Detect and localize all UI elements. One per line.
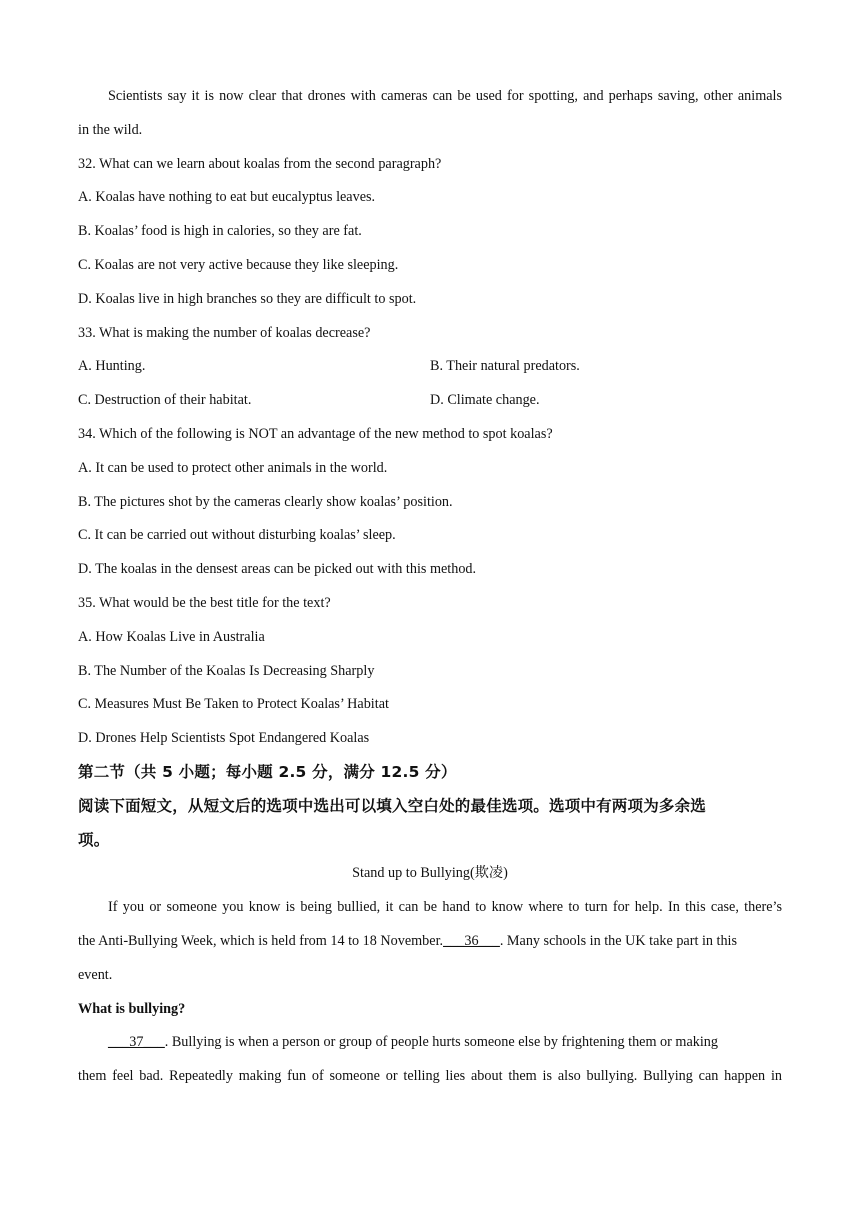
article-paragraph: them feel bad. Repeatedly making fun of someone or telling lies about them is also bullying. Bullying can happen in [78,1068,782,1085]
question-33-options-row [78,354,782,388]
question-33-option-b: B. Their natural predators. [430,358,580,375]
question-35-option-d: D. Drones Help Scientists Spot Endangered Koalas [78,730,370,747]
question-32-option-b: B. Koalas’ food is high in calories, so they are fat. [78,223,362,240]
question-35-option-b: B. The Number of the Koalas Is Decreasing Sharply [78,662,375,679]
article-paragraph-line [78,1030,782,1064]
section-instruction: 阅读下面短文，从短文后的选项中选出可以填入空白处的最佳选项。选项中有两项为多余选 [78,796,707,815]
article-subheading: What is bullying? [78,1000,186,1017]
question-32-option-a: A. Koalas have nothing to eat but eucalyptus leaves. [78,189,376,206]
passage-text: in the wild. [78,121,143,138]
question-33-options-row [78,388,782,422]
article-text: . Bullying is when a person or group of people hurts someone else by frightening them or making [164,1034,718,1051]
article-text: the Anti-Bullying Week, which is held from 14 to 18 November. [78,932,444,949]
question-33-option-a: A. Hunting. [78,358,146,375]
question-34-option-a: A. It can be used to protect other animals in the world. [78,459,388,476]
question-34-option-d: D. The koalas in the densest areas can be picked out with this method. [78,561,477,578]
question-33-stem: 33. What is making the number of koalas decrease? [78,324,371,341]
article-title: Stand up to Bullying(欺凌) [352,865,508,882]
question-32-option-d: D. Koalas live in high branches so they are difficult to spot. [78,290,417,307]
question-33-option-d: D. Climate change. [430,392,540,409]
question-34-option-b: B. The pictures shot by the cameras clearly show koalas’ position. [78,493,453,510]
blank-36: ___36___ [443,932,500,949]
article-paragraph: If you or someone you know is being bullied, it can be hand to know where to turn for help. In this case, there’s [108,899,782,916]
document-page [78,84,782,1098]
question-32-stem: 32. What can we learn about koalas from the second paragraph? [78,155,442,172]
question-34-stem: 34. Which of the following is NOT an advantage of the new method to spot koalas? [78,425,553,442]
section-instruction: 项。 [78,830,110,849]
question-35-stem: 35. What would be the best title for the text? [78,594,331,611]
article-text: . Many schools in the UK take part in this [499,932,738,949]
section-header: 第二节（共 5 小题；每小题 2.5 分，满分 12.5 分） [78,762,457,781]
passage-text: Scientists say it is now clear that drones with cameras can be used for spotting, and perhaps saving, other animals [108,88,782,104]
question-32-option-c: C. Koalas are not very active because they like sleeping. [78,256,399,273]
question-34-option-c: C. It can be carried out without disturbing koalas’ sleep. [78,527,396,544]
question-35-option-a: A. How Koalas Live in Australia [78,628,265,645]
question-33-option-c: C. Destruction of their habitat. [78,392,252,409]
blank-37: ___37___ [108,1034,165,1051]
question-35-option-c: C. Measures Must Be Taken to Protect Koalas’ Habitat [78,696,389,713]
article-paragraph-line [78,929,782,963]
article-paragraph: event. [78,966,113,983]
